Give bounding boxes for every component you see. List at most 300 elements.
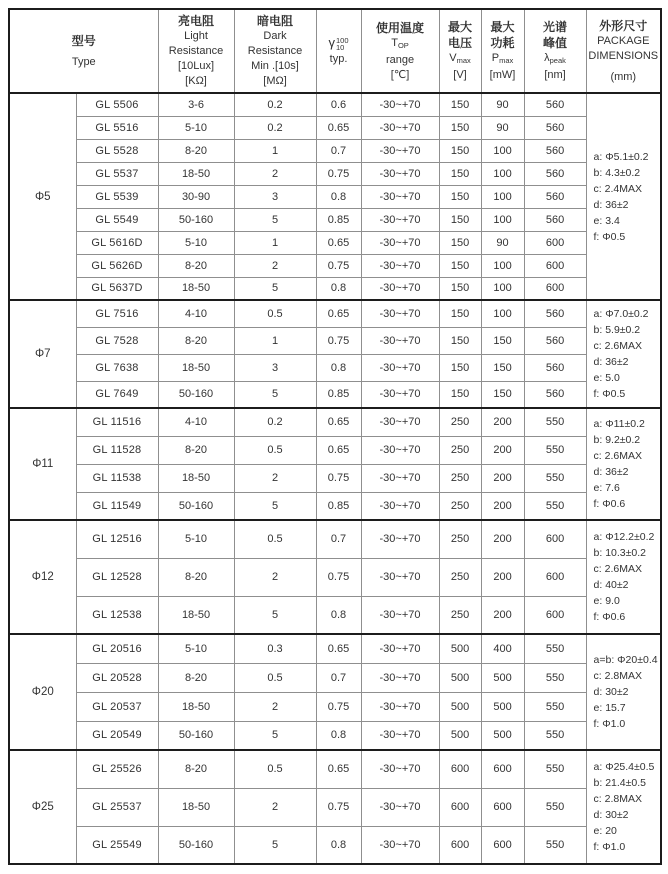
light-resistance-cell: 18-50 <box>158 464 234 492</box>
package-dimension-line: c: 2.8MAX <box>593 793 642 805</box>
spec-row <box>9 327 661 354</box>
spec-row <box>9 139 661 162</box>
vmax-cell: 250 <box>439 408 481 436</box>
lambda-peak-cell: 560 <box>524 93 586 116</box>
model-cell: GL 12516 <box>76 520 158 558</box>
temp-range-cell: -30~+70 <box>361 139 439 162</box>
package-dimension-line: f: Φ0.5 <box>593 230 626 243</box>
spec-row <box>9 634 661 663</box>
light-resistance-cell: 18-50 <box>158 354 234 381</box>
vmax-cell: 500 <box>439 634 481 663</box>
pmax-cell: 90 <box>481 116 524 139</box>
dark-resistance-cell: 5 <box>234 826 316 864</box>
package-dimension-line: d: 40±2 <box>593 579 629 591</box>
spec-row <box>9 520 661 558</box>
model-cell: GL 25549 <box>76 826 158 864</box>
dark-resistance-cell: 2 <box>234 788 316 826</box>
gamma-cell: 0.65 <box>316 116 361 139</box>
lambda-peak-cell: 560 <box>524 162 586 185</box>
lambda-peak-cell: 550 <box>524 464 586 492</box>
gamma-cell: 0.75 <box>316 558 361 596</box>
gamma-cell: 0.65 <box>316 634 361 663</box>
light-resistance-cell: 3-6 <box>158 93 234 116</box>
spec-row <box>9 721 661 750</box>
model-cell: GL 5539 <box>76 185 158 208</box>
col-header-light-resistance: 亮电阻 Light Resistance [10Lux] [KΩ] <box>158 9 234 93</box>
pmax-cell: 90 <box>481 231 524 254</box>
package-dimension-line: a: Φ12.2±0.2 <box>593 531 655 543</box>
gamma-cell: 0.85 <box>316 208 361 231</box>
light-resistance-cell: 4-10 <box>158 300 234 327</box>
model-cell: GL 5637D <box>76 277 158 300</box>
col-header-type <box>9 9 158 93</box>
gamma-typ: typ. <box>329 53 348 65</box>
model-cell: GL 20528 <box>76 663 158 692</box>
pmax-cell: 200 <box>481 558 524 596</box>
model-cell: GL 11516 <box>76 408 158 436</box>
lambda-peak-cell: 550 <box>524 826 586 864</box>
model-cell: GL 7638 <box>76 354 158 381</box>
lambda-peak-cell: 550 <box>524 408 586 436</box>
spec-row <box>9 277 661 300</box>
pmax-cell: 100 <box>481 300 524 327</box>
temp-range-cell: -30~+70 <box>361 663 439 692</box>
vmax-cell: 600 <box>439 750 481 788</box>
spec-row <box>9 558 661 596</box>
temp-range-cell: -30~+70 <box>361 750 439 788</box>
gamma-symbol: γ <box>328 35 335 50</box>
temp-range-cell: -30~+70 <box>361 162 439 185</box>
pmax-cell: 100 <box>481 277 524 300</box>
temp-range-cell: -30~+70 <box>361 692 439 721</box>
temp-range-cell: -30~+70 <box>361 116 439 139</box>
vmax-cell: 150 <box>439 185 481 208</box>
gamma-cell: 0.8 <box>316 185 361 208</box>
gamma-cell: 0.75 <box>316 464 361 492</box>
lambda-peak-cell: 560 <box>524 300 586 327</box>
dark-resistance-cell: 5 <box>234 596 316 634</box>
light-resistance-cell: 8-20 <box>158 139 234 162</box>
spec-row <box>9 492 661 520</box>
light-resistance-cell: 4-10 <box>158 408 234 436</box>
spec-row <box>9 254 661 277</box>
model-cell: GL 20549 <box>76 721 158 750</box>
dark-resistance-cell: 0.5 <box>234 520 316 558</box>
temp-range-cell: -30~+70 <box>361 520 439 558</box>
package-dimensions-cell <box>586 408 661 520</box>
package-dimension-line: a: Φ25.4±0.5 <box>593 761 655 773</box>
vmax-cell: 250 <box>439 596 481 634</box>
dark-resistance-cell: 0.2 <box>234 408 316 436</box>
col-header-gamma <box>316 9 361 93</box>
package-dimension-line: e: 3.4 <box>593 214 620 227</box>
lambda-peak-cell: 600 <box>524 277 586 300</box>
light-resistance-cell: 5-10 <box>158 520 234 558</box>
gamma-fraction: 100 10 <box>336 36 349 52</box>
gamma-cell: 0.85 <box>316 492 361 520</box>
lambda-peak-cell: 550 <box>524 436 586 464</box>
spec-row <box>9 750 661 788</box>
light-resistance-cell: 8-20 <box>158 436 234 464</box>
temp-range-cell: -30~+70 <box>361 721 439 750</box>
light-resistance-cell: 5-10 <box>158 116 234 139</box>
lambda-peak-cell: 600 <box>524 254 586 277</box>
model-cell: GL 25526 <box>76 750 158 788</box>
vmax-cell: 250 <box>439 492 481 520</box>
pmax-cell: 600 <box>481 750 524 788</box>
pmax-cell: 400 <box>481 634 524 663</box>
light-resistance-cell: 50-160 <box>158 208 234 231</box>
package-dimensions-cell <box>586 93 661 300</box>
package-dimension-line: e: 9.0 <box>593 595 620 607</box>
model-cell: GL 5516 <box>76 116 158 139</box>
spec-row <box>9 436 661 464</box>
light-resistance-cell: 50-160 <box>158 826 234 864</box>
vmax-cell: 150 <box>439 300 481 327</box>
gamma-cell: 0.8 <box>316 826 361 864</box>
vmax-cell: 150 <box>439 354 481 381</box>
lambda-peak-cell: 550 <box>524 634 586 663</box>
spec-row <box>9 185 661 208</box>
vmax-cell: 500 <box>439 663 481 692</box>
temp-range-cell: -30~+70 <box>361 464 439 492</box>
vmax-cell: 250 <box>439 436 481 464</box>
light-resistance-cell: 8-20 <box>158 750 234 788</box>
vmax-cell: 150 <box>439 162 481 185</box>
temp-range-cell: -30~+70 <box>361 788 439 826</box>
spec-table-body <box>9 93 661 864</box>
light-resistance-cell: 18-50 <box>158 596 234 634</box>
dark-resistance-cell: 0.5 <box>234 750 316 788</box>
dark-resistance-cell: 5 <box>234 208 316 231</box>
package-dimension-line: f: Φ0.5 <box>593 388 626 400</box>
dark-resistance-cell: 2 <box>234 558 316 596</box>
gamma-cell: 0.75 <box>316 327 361 354</box>
gamma-cell: 0.65 <box>316 750 361 788</box>
dark-resistance-cell: 0.2 <box>234 93 316 116</box>
package-dimension-line: c: 2.8MAX <box>593 670 642 682</box>
col-header-dark-resistance: 暗电阻 Dark Resistance Min .[10s] [MΩ] <box>234 9 316 93</box>
model-cell: GL 12538 <box>76 596 158 634</box>
package-dimension-line: c: 2.4MAX <box>593 182 642 195</box>
package-dimension-line: a: Φ7.0±0.2 <box>593 308 649 320</box>
vmax-cell: 250 <box>439 464 481 492</box>
pmax-cell: 100 <box>481 185 524 208</box>
temp-range-cell: -30~+70 <box>361 327 439 354</box>
lambda-peak-cell: 560 <box>524 208 586 231</box>
package-dimension-line: b: 5.9±0.2 <box>593 324 641 336</box>
pmax-cell: 200 <box>481 436 524 464</box>
light-resistance-cell: 18-50 <box>158 692 234 721</box>
type-group-cell: Φ12 <box>9 520 76 634</box>
spec-row <box>9 208 661 231</box>
package-dimension-line: b: 9.2±0.2 <box>593 434 641 446</box>
dark-resistance-cell: 0.3 <box>234 634 316 663</box>
temp-range-cell: -30~+70 <box>361 381 439 408</box>
pmax-cell: 150 <box>481 354 524 381</box>
spec-row <box>9 788 661 826</box>
package-dimension-line: e: 7.6 <box>593 482 620 494</box>
gamma-cell: 0.75 <box>316 254 361 277</box>
gamma-cell: 0.85 <box>316 381 361 408</box>
spec-table <box>8 8 662 865</box>
lambda-peak-cell: 550 <box>524 788 586 826</box>
package-dimension-line: f: Φ1.0 <box>593 718 626 730</box>
lambda-peak-cell: 550 <box>524 750 586 788</box>
package-dimensions-cell <box>586 300 661 408</box>
model-cell: GL 11528 <box>76 436 158 464</box>
pmax-cell: 200 <box>481 408 524 436</box>
vmax-cell: 150 <box>439 93 481 116</box>
vmax-cell: 150 <box>439 208 481 231</box>
gamma-cell: 0.8 <box>316 721 361 750</box>
spec-row <box>9 93 661 116</box>
package-dimensions-cell <box>586 520 661 634</box>
package-dimensions-cell <box>586 634 661 750</box>
dark-resistance-cell: 1 <box>234 231 316 254</box>
spec-row <box>9 231 661 254</box>
pmax-cell: 150 <box>481 327 524 354</box>
gamma-cell: 0.7 <box>316 139 361 162</box>
vmax-cell: 600 <box>439 826 481 864</box>
pmax-cell: 150 <box>481 381 524 408</box>
dark-resistance-cell: 0.5 <box>234 663 316 692</box>
pmax-cell: 100 <box>481 208 524 231</box>
gamma-cell: 0.65 <box>316 231 361 254</box>
dark-resistance-cell: 5 <box>234 492 316 520</box>
light-resistance-cell: 8-20 <box>158 663 234 692</box>
pmax-cell: 200 <box>481 596 524 634</box>
model-cell: GL 20537 <box>76 692 158 721</box>
vmax-cell: 500 <box>439 721 481 750</box>
lambda-peak-cell: 600 <box>524 558 586 596</box>
col-header-lambda-peak: 光谱 峰值 $\lambda_{peak}$ [nm] <box>524 9 586 93</box>
spec-row <box>9 408 661 436</box>
col-header-type-en: Type <box>71 55 96 68</box>
package-dimension-line: e: 5.0 <box>593 372 620 384</box>
model-cell: GL 12528 <box>76 558 158 596</box>
pmax-cell: 600 <box>481 826 524 864</box>
type-group-cell: Φ25 <box>9 750 76 864</box>
vmax-cell: 150 <box>439 277 481 300</box>
lambda-peak-cell: 550 <box>524 663 586 692</box>
temp-range-cell: -30~+70 <box>361 436 439 464</box>
light-resistance-cell: 5-10 <box>158 634 234 663</box>
gamma-cell: 0.75 <box>316 692 361 721</box>
lambda-peak-cell: 560 <box>524 116 586 139</box>
package-dimension-line: d: 36±2 <box>593 198 629 211</box>
temp-range-cell: -30~+70 <box>361 354 439 381</box>
gamma-cell: 0.8 <box>316 354 361 381</box>
package-dimension-line: f: Φ0.6 <box>593 498 626 510</box>
light-resistance-cell: 8-20 <box>158 254 234 277</box>
light-resistance-cell: 18-50 <box>158 162 234 185</box>
light-resistance-cell: 8-20 <box>158 558 234 596</box>
pmax-cell: 200 <box>481 464 524 492</box>
spec-row <box>9 663 661 692</box>
package-dimension-line: c: 2.6MAX <box>593 450 642 462</box>
temp-range-cell: -30~+70 <box>361 596 439 634</box>
gamma-cell: 0.8 <box>316 277 361 300</box>
pmax-cell: 600 <box>481 788 524 826</box>
dark-resistance-cell: 5 <box>234 381 316 408</box>
package-dimension-line: b: 21.4±0.5 <box>593 777 646 789</box>
light-resistance-cell: 30-90 <box>158 185 234 208</box>
temp-range-cell: -30~+70 <box>361 277 439 300</box>
model-cell: GL 7516 <box>76 300 158 327</box>
gamma-cell: 0.65 <box>316 408 361 436</box>
package-dimension-line: f: Φ1.0 <box>593 841 626 853</box>
lambda-peak-cell: 550 <box>524 692 586 721</box>
dark-resistance-cell: 0.5 <box>234 300 316 327</box>
lambda-peak-cell: 560 <box>524 139 586 162</box>
package-dimension-line: a: Φ5.1±0.2 <box>593 150 649 163</box>
col-header-pmax: 最大 功耗 $P_{max}$ [mW] <box>481 9 524 93</box>
temp-range-cell: -30~+70 <box>361 93 439 116</box>
temp-range-cell: -30~+70 <box>361 558 439 596</box>
col-header-type-zh: 型号 <box>71 33 96 48</box>
package-dimension-line: f: Φ0.6 <box>593 611 626 623</box>
package-dimension-line: c: 2.6MAX <box>593 340 642 352</box>
light-resistance-cell: 8-20 <box>158 327 234 354</box>
vmax-cell: 150 <box>439 381 481 408</box>
dark-resistance-cell: 2 <box>234 162 316 185</box>
temp-range-cell: -30~+70 <box>361 300 439 327</box>
dark-resistance-cell: 5 <box>234 721 316 750</box>
package-dimension-line: d: 30±2 <box>593 809 629 821</box>
package-dimension-line: a: Φ11±0.2 <box>593 418 645 430</box>
spec-row <box>9 381 661 408</box>
lambda-peak-cell: 550 <box>524 492 586 520</box>
dark-resistance-cell: 2 <box>234 254 316 277</box>
model-cell: GL 25537 <box>76 788 158 826</box>
spec-row <box>9 354 661 381</box>
gamma-cell: 0.65 <box>316 436 361 464</box>
light-resistance-cell: 18-50 <box>158 277 234 300</box>
lambda-peak-cell: 560 <box>524 185 586 208</box>
pmax-cell: 90 <box>481 93 524 116</box>
model-cell: GL 5528 <box>76 139 158 162</box>
lambda-peak-cell: 560 <box>524 354 586 381</box>
lambda-peak-cell: 600 <box>524 596 586 634</box>
dark-resistance-cell: 3 <box>234 185 316 208</box>
spec-row <box>9 300 661 327</box>
type-group-cell: Φ7 <box>9 300 76 408</box>
model-cell: GL 20516 <box>76 634 158 663</box>
package-dimension-line: b: 10.3±0.2 <box>593 547 646 559</box>
package-dimension-line: d: 36±2 <box>593 466 629 478</box>
model-cell: GL 5549 <box>76 208 158 231</box>
type-group-cell: Φ11 <box>9 408 76 520</box>
pmax-cell: 500 <box>481 692 524 721</box>
col-header-vmax: 最大 电压 $V_{max}$ [V] <box>439 9 481 93</box>
model-cell: GL 5616D <box>76 231 158 254</box>
spec-row <box>9 692 661 721</box>
package-dimension-line: e: 20 <box>593 825 617 837</box>
spec-row <box>9 162 661 185</box>
dark-resistance-cell: 5 <box>234 277 316 300</box>
light-resistance-cell: 50-160 <box>158 721 234 750</box>
pmax-cell: 200 <box>481 492 524 520</box>
gamma-cell: 0.7 <box>316 663 361 692</box>
dark-resistance-cell: 2 <box>234 464 316 492</box>
model-cell: GL 11549 <box>76 492 158 520</box>
vmax-cell: 500 <box>439 692 481 721</box>
package-dimension-line: d: 30±2 <box>593 686 629 698</box>
model-cell: GL 5506 <box>76 93 158 116</box>
package-dimension-line: a=b: Φ20±0.4 <box>593 654 658 666</box>
gamma-cell: 0.7 <box>316 520 361 558</box>
type-group-cell: Φ20 <box>9 634 76 750</box>
package-dimension-line: d: 36±2 <box>593 356 629 368</box>
vmax-cell: 250 <box>439 558 481 596</box>
light-resistance-cell: 18-50 <box>158 788 234 826</box>
package-dimension-line: b: 4.3±0.2 <box>593 166 641 179</box>
dark-resistance-cell: 0.5 <box>234 436 316 464</box>
spec-row <box>9 116 661 139</box>
vmax-cell: 150 <box>439 327 481 354</box>
package-dimensions-cell <box>586 750 661 864</box>
light-resistance-cell: 50-160 <box>158 381 234 408</box>
gamma-cell: 0.6 <box>316 93 361 116</box>
gamma-cell: 0.75 <box>316 162 361 185</box>
pmax-cell: 100 <box>481 162 524 185</box>
col-header-package-dimensions: 外形尺寸 PACKAGE DIMENSIONS (mm) <box>586 9 661 93</box>
pmax-cell: 500 <box>481 663 524 692</box>
lambda-peak-cell: 560 <box>524 381 586 408</box>
package-dimension-line: c: 2.6MAX <box>593 563 642 575</box>
model-cell: GL 7528 <box>76 327 158 354</box>
temp-range-cell: -30~+70 <box>361 208 439 231</box>
pmax-cell: 200 <box>481 520 524 558</box>
temp-range-cell: -30~+70 <box>361 185 439 208</box>
dark-resistance-cell: 1 <box>234 139 316 162</box>
temp-range-cell: -30~+70 <box>361 826 439 864</box>
model-cell: GL 5537 <box>76 162 158 185</box>
gamma-cell: 0.8 <box>316 596 361 634</box>
temp-range-cell: -30~+70 <box>361 254 439 277</box>
vmax-cell: 150 <box>439 231 481 254</box>
vmax-cell: 150 <box>439 139 481 162</box>
spec-row <box>9 464 661 492</box>
model-cell: GL 5626D <box>76 254 158 277</box>
lambda-peak-cell: 600 <box>524 520 586 558</box>
pmax-cell: 500 <box>481 721 524 750</box>
model-cell: GL 7649 <box>76 381 158 408</box>
lambda-peak-cell: 560 <box>524 327 586 354</box>
spec-row <box>9 826 661 864</box>
model-cell: GL 11538 <box>76 464 158 492</box>
vmax-cell: 250 <box>439 520 481 558</box>
temp-range-cell: -30~+70 <box>361 492 439 520</box>
pmax-cell: 100 <box>481 254 524 277</box>
gamma-cell: 0.65 <box>316 300 361 327</box>
type-group-cell: Φ5 <box>9 93 76 300</box>
pmax-cell: 100 <box>481 139 524 162</box>
spec-row <box>9 596 661 634</box>
light-resistance-cell: 50-160 <box>158 492 234 520</box>
dark-resistance-cell: 2 <box>234 692 316 721</box>
lambda-peak-cell: 550 <box>524 721 586 750</box>
temp-range-cell: -30~+70 <box>361 231 439 254</box>
dark-resistance-cell: 0.2 <box>234 116 316 139</box>
lambda-peak-cell: 600 <box>524 231 586 254</box>
gamma-cell: 0.75 <box>316 788 361 826</box>
dark-resistance-cell: 1 <box>234 327 316 354</box>
dark-resistance-cell: 3 <box>234 354 316 381</box>
package-dimension-line: e: 15.7 <box>593 702 626 714</box>
vmax-cell: 150 <box>439 254 481 277</box>
